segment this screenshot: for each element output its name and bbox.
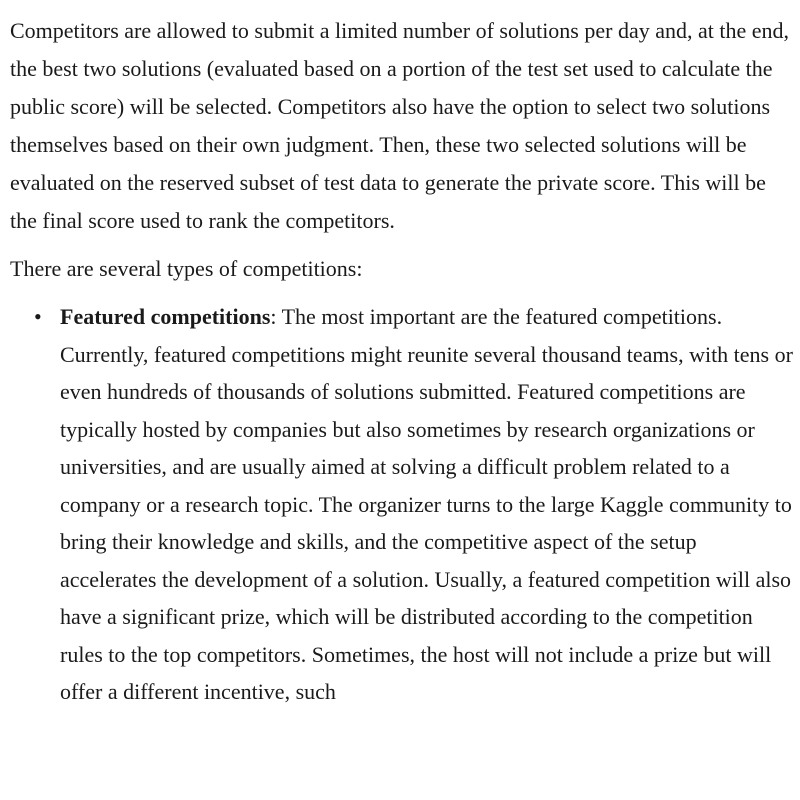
paragraph-submission-rules: Competitors are allowed to submit a limited number of solutions per day and, at the end, the best two solutions (evaluated based on a portion of the test set used to calculate the public score) will be selected. Competitors also have the option to select two solutions themselves based on their own judgment. Then, these two selected solutions will be evaluated on the reserved subset of test data to generate the private score. This will be the final score used to rank the competitors.	[10, 18, 790, 233]
list-item-term: Featured competitions	[60, 304, 271, 329]
competition-types-list	[10, 298, 795, 711]
list-item-featured-competitions	[10, 298, 795, 711]
paragraph-competition-types-intro: There are several types of competitions:	[10, 256, 363, 281]
list-item-text: : The most important are the featured competitions. Currently, featured competitions might reunite several thousand teams, with tens or even hundreds of thousands of solutions submitted. Featured competitions are typically hosted by companies but also sometimes by research organizations or universities, and are usually aimed at solving a difficult problem related to a company or a research topic. The organizer turns to the large Kaggle community to bring their knowledge and skills, and the competitive aspect of the setup accelerates the development of a solution. Usually, a featured competition will also have a significant prize, which will be distributed according to the competition rules to the top competitors. Sometimes, the host will not include a prize but will offer a different incentive, such	[60, 304, 793, 704]
bullet-icon: •	[34, 304, 42, 329]
document-page	[10, 12, 795, 711]
